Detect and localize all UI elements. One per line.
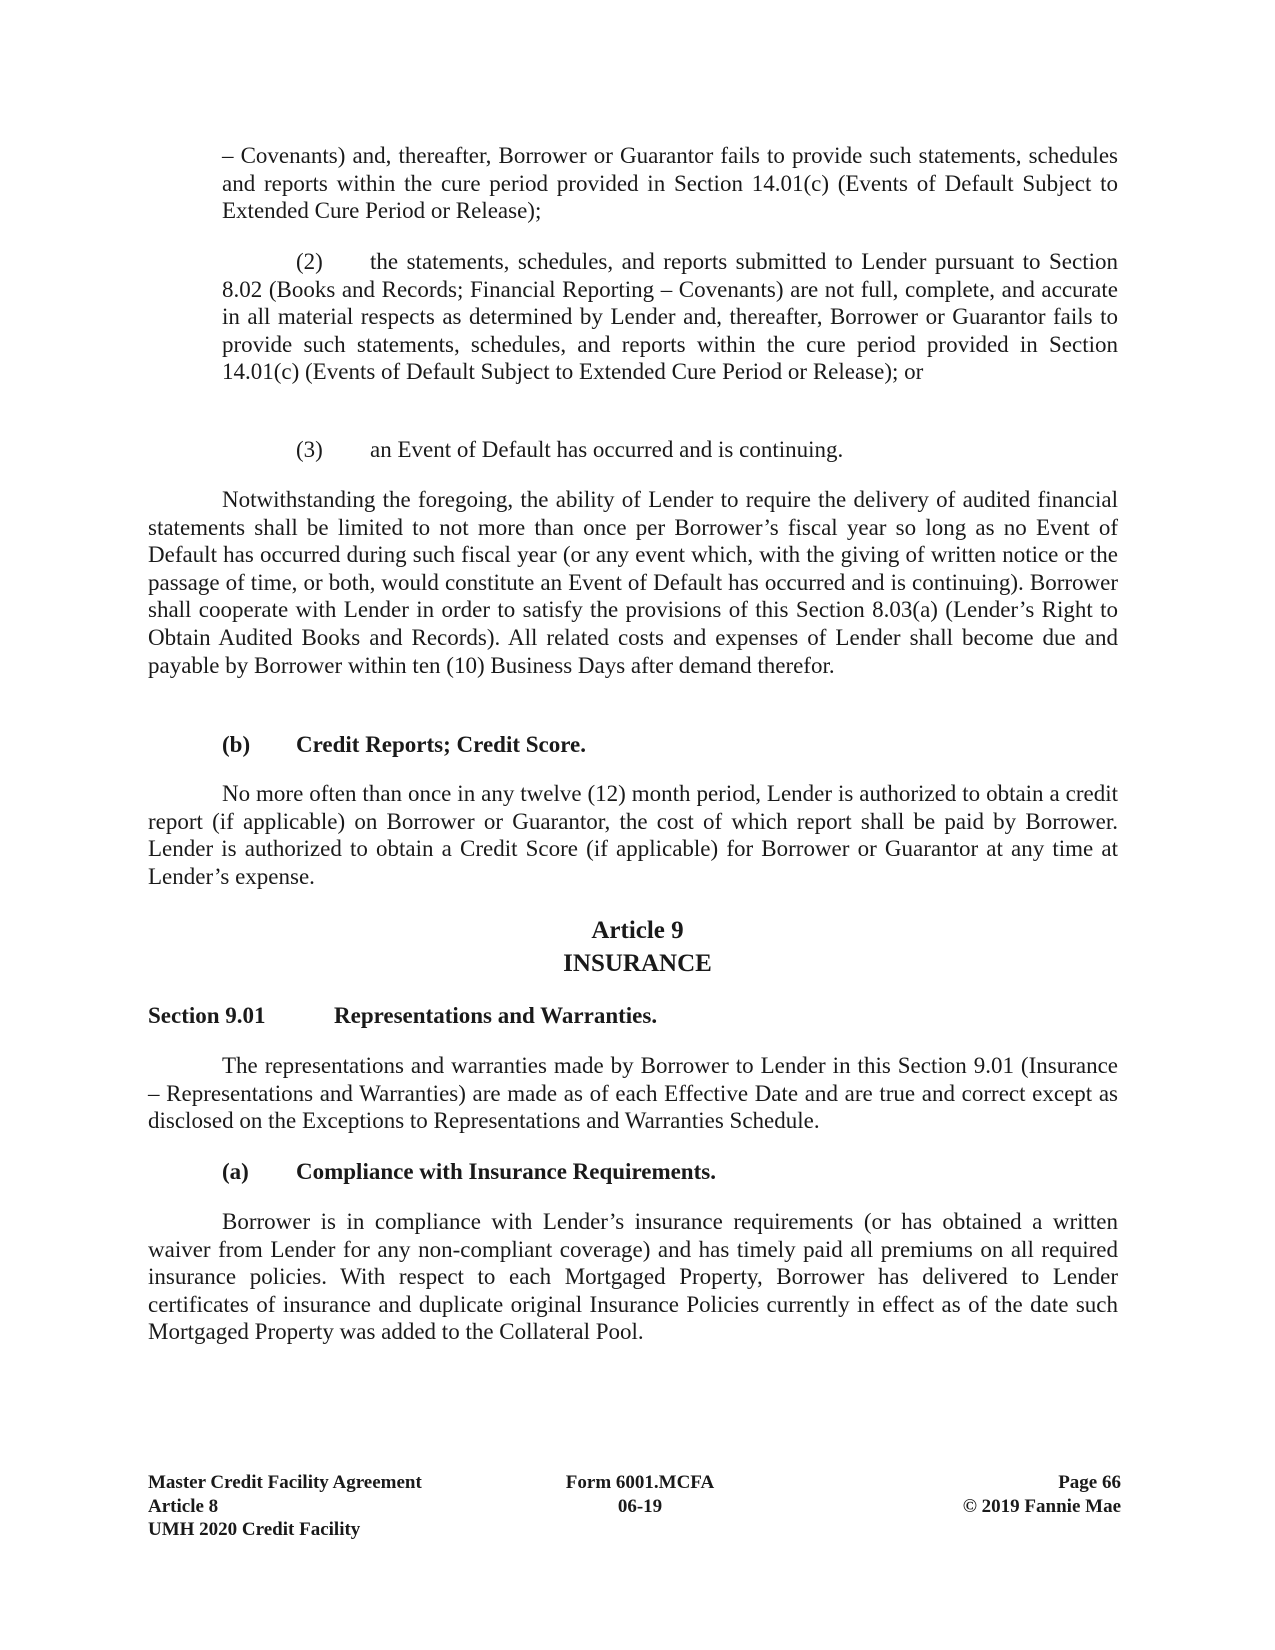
section-heading (148, 1003, 657, 1029)
footer-copyright: © 2019 Fannie Mae (962, 1495, 1121, 1517)
footer-agreement-title: Master Credit Facility Agreement (148, 1472, 422, 1493)
article-heading (0, 914, 1275, 980)
list-item-2-text: the statements, schedules, and reports submitted to Lender pursuant to Section 8.02 (Books and Records; Financial Reporting – Covenants) are not full, complete, and accurate in all material respects as determined by Lender and, thereafter, Borrower or Guarantor fails to provide such statements, schedules, and reports within the cure period provided in Section 14.01(c) (Events of Default Subject to Extended Cure Period or Release); or (222, 249, 1118, 385)
compliance-paragraph: Borrower is in compliance with Lender’s insurance requirements (or has obtained a written waiver from Lender for any non-compliant coverage) and has timely paid all premiums on all required insurance policies. With respect to each Mortgaged Property, Borrower has delivered to Lender certificates of insurance and duplicate original Insurance Policies currently in effect as of the date such Mortgaged Property was added to the Collateral Pool. (148, 1209, 1118, 1345)
footer-form-number: Form 6001.MCFA (565, 1472, 715, 1493)
footer-left (148, 1471, 422, 1542)
footer-right (963, 1471, 1121, 1518)
notwithstanding-paragraph: Notwithstanding the foregoing, the ability of Lender to require the delivery of audited financial statements shall be limited to not more than once per Borrower’s fiscal year so long as no Event of Default has occurred during such fiscal year (or any event which, with the giving of written notice or the passage of time, or both, would constitute an Event of Default has occurred and is continuing). Borrower shall cooperate with Lender in order to satisfy the provisions of this Section 8.03(a) (Lender’s Right to Obtain Audited Books and Records). All related costs and expenses of Lender shall become due and payable by Borrower within ten (10) Business Days after demand therefor. (148, 487, 1118, 678)
footer-article: Article 8 (148, 1495, 219, 1517)
footer-page-number: Page 66 (1058, 1472, 1121, 1493)
section-label: Section 9.01 (148, 1003, 266, 1028)
list-item-2 (222, 248, 1118, 386)
section-title: Representations and Warranties. (334, 1003, 658, 1028)
list-item-3-number: (3) (296, 437, 323, 462)
list-item-2-number: (2) (296, 249, 323, 274)
credit-reports-paragraph: No more often than once in any twelve (12) month period, Lender is authorized to obtain a credit report (if applicable) on Borrower or Guarantor, the cost of which report shall be paid by Borrower. Lender is authorized to obtain a Credit Score (if applicable) for Borrower or Guarantor at any time at Lender’s expense. (148, 781, 1118, 889)
article-number: Article 9 (591, 917, 684, 944)
footer-form-date: 06-19 (617, 1495, 663, 1517)
list-item-3 (222, 436, 1118, 464)
representations-paragraph: The representations and warranties made by Borrower to Lender in this Section 9.01 (Insurance – Representations and Warranties) are made as of each Effective Date and are true and correct except as disclosed on the Exceptions to Representations and Warranties Schedule. (148, 1053, 1118, 1134)
continuation-paragraph: – Covenants) and, thereafter, Borrower or Guarantor fails to provide such statements, schedules and reports within the cure period provided in Section 14.01(c) (Events of Default Subject to Extended Cure Period or Release); (222, 143, 1118, 224)
subsection-b-heading (222, 732, 586, 758)
subsection-b-title: Credit Reports; Credit Score. (296, 732, 586, 757)
subsection-a-heading (222, 1159, 716, 1185)
subsection-b-label: (b) (222, 732, 251, 757)
footer-center (560, 1471, 720, 1518)
subsection-a-label: (a) (222, 1159, 249, 1184)
article-title: INSURANCE (563, 950, 712, 977)
subsection-a-title: Compliance with Insurance Requirements. (296, 1159, 716, 1184)
list-item-3-text: an Event of Default has occurred and is continuing. (370, 437, 844, 462)
footer-facility-name: UMH 2020 Credit Facility (148, 1519, 361, 1540)
